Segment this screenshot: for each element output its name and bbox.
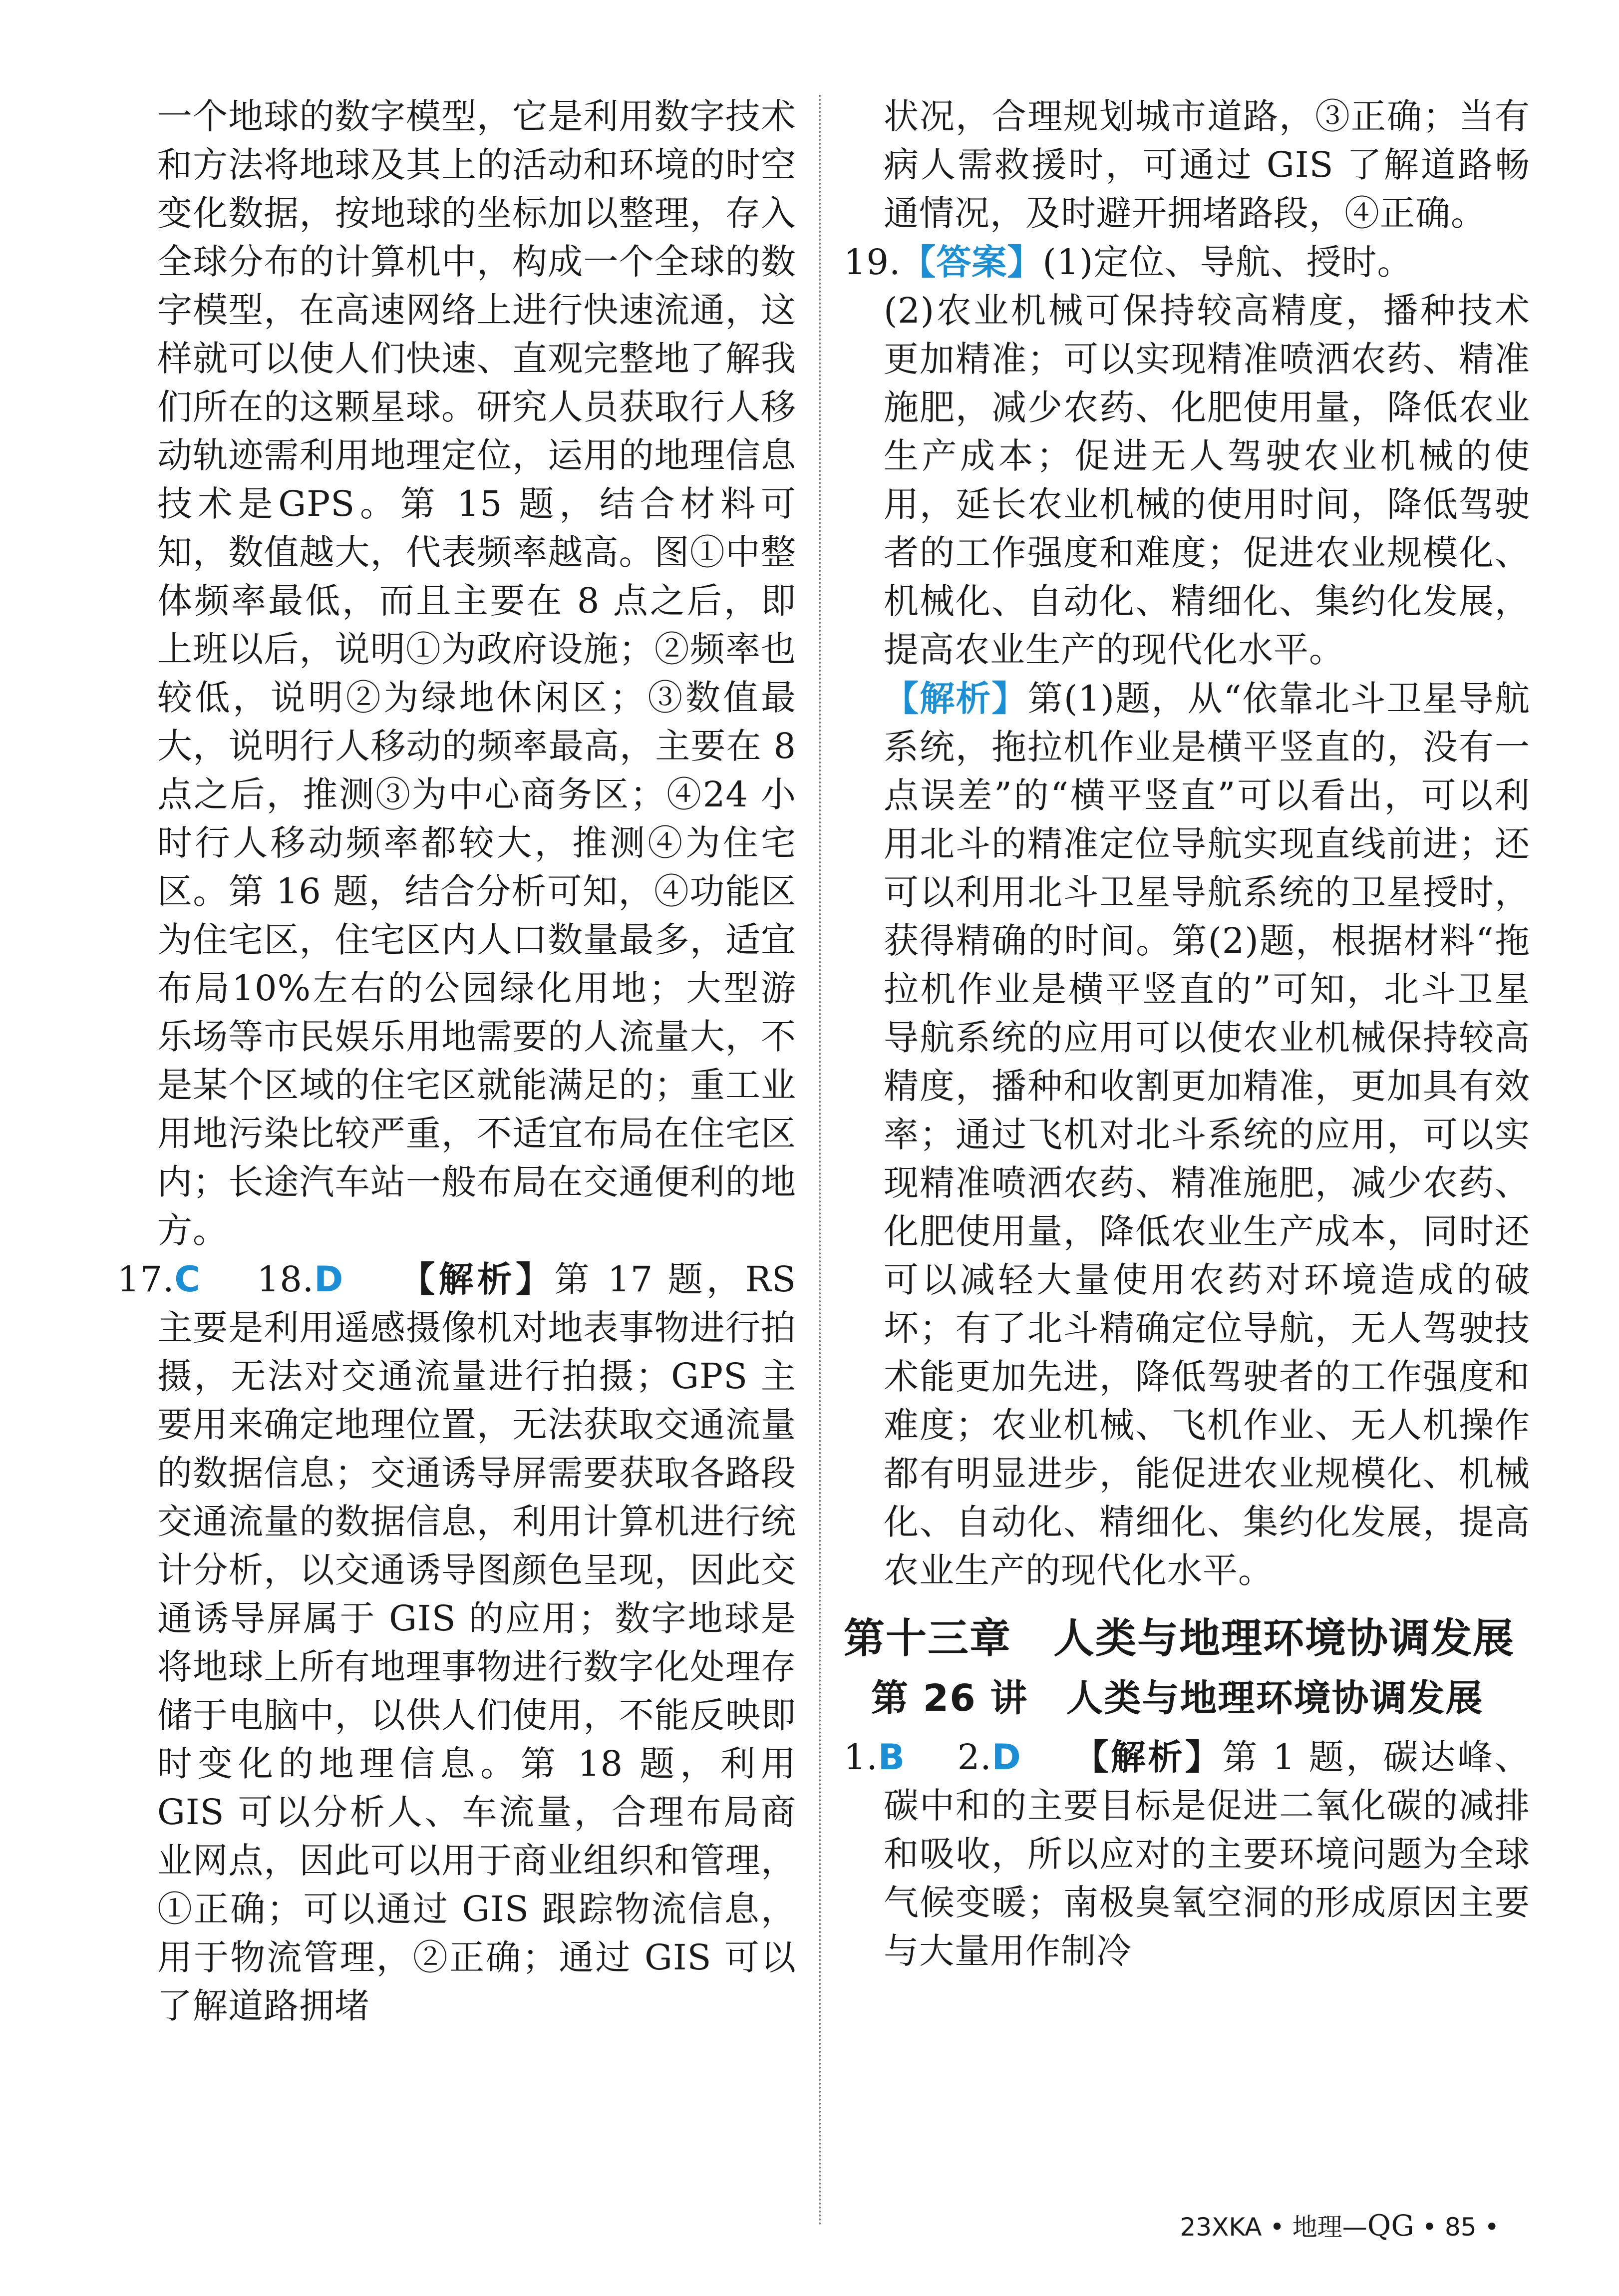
lecture-title: 第 26 讲 人类与地理环境协调发展 [871, 1677, 1484, 1720]
q2-explanation-text: 第 1 题，碳达峰、碳中和的主要目标是促进二氧化碳的减排和吸收，所以应对的主要环境问题为全球气候变暖；南极臭氧空洞的形成原因主要与大量用作制冷 [884, 1737, 1530, 1971]
chapter-title: 第十三章 人类与地理环境协调发展 [844, 1615, 1515, 1662]
footer-subject: 地理— [1292, 2213, 1367, 2242]
right-column [844, 92, 1530, 1975]
page-number: • 85 • [1422, 2213, 1499, 2242]
footer-code: 23XKA [1180, 2213, 1262, 2242]
q17-number: 17. [117, 1259, 175, 1300]
q2-answer: D [991, 1737, 1021, 1778]
answer-q1-q2 [844, 1733, 1530, 1975]
right-paragraph-text: 状况，合理规划城市道路，③正确；当有病人需救援时，可通过 GIS 了解道路畅通情况，及时避开拥堵路段，④正确。 [884, 96, 1530, 234]
page-footer [1180, 2207, 1499, 2243]
q1-answer: B [878, 1737, 906, 1778]
q18-answer: D [314, 1259, 344, 1300]
q19-answer-part1: (1)定位、导航、授时。 [1042, 242, 1413, 283]
left-column [117, 92, 796, 2030]
q1-number: 1. [844, 1737, 878, 1778]
q19-explanation [844, 674, 1530, 1595]
right-paragraph-continued [844, 92, 1530, 238]
q18-explanation-tag: 【解析】 [400, 1258, 555, 1300]
answer-q17-q18 [117, 1255, 796, 2030]
q19-answer-part2-text: (2)农业机械可保持较高精度，播种技术更加精准；可以实现精准喷洒农药、精准施肥，减少农药、化肥使用量，降低农业生产成本；促进无人驾驶农业机械的使用，延长农业机械的使用时间，降低驾驶者的工作强度和难度；促进农业规模化、机械化、自动化、精细化、集约化发展，提高农业生产的现代化水平。 [884, 290, 1530, 670]
left-paragraph-continued [117, 92, 796, 1255]
q19-explanation-tag: 【解析】 [884, 678, 1028, 719]
q17-answer: C [174, 1259, 201, 1300]
q18-explanation-text: 第 17 题，RS 主要是利用遥感摄像机对地表事物进行拍摄，无法对交通流量进行拍摄；GPS 主要用来确定地理位置，无法获取交通流量的数据信息；交通诱导屏需要获取各路段交通流量的数据信息，利用计算机进行统计分析，以交通诱导图颜色呈现，因此交通诱导屏属于 GIS 的应用；数字地球是将地球上所有地理事物进行数字化处理存储于电脑中，以供人们使用，不能反映即时变化的地理信息。第 18 题，利用 GIS 可以分析人、车流量，合理布局商业网点，因此可以用于商业组织和管理，①正确；可以通过 GIS 跟踪物流信息，用于物流管理，②正确；通过 GIS 可以了解道路拥堵 [157, 1259, 796, 2026]
left-paragraph-text: 一个地球的数字模型，它是利用数字技术和方法将地球及其上的活动和环境的时空变化数据，按地球的坐标加以整理，存入全球分布的计算机中，构成一个全球的数字模型，在高速网络上进行快速流通，这样就可以使人们快速、直观完整地了解我们所在的这颗星球。研究人员获取行人移动轨迹需利用地理定位，运用的地理信息技术是GPS。第 15 题，结合材料可知，数值越大，代表频率越高。图①中整体频率最低，而且主要在 8 点之后，即上班以后，说明①为政府设施；②频率也较低，说明②为绿地休闲区；③数值最大，说明行人移动的频率最高，主要在 8 点之后，推测③为中心商务区；④24 小时行人移动频率都较大，推测④为住宅区。第 16 题，结合分析可知，④功能区为住宅区，住宅区内人口数量最多，适宜布局10%左右的公园绿化用地；大型游乐场等市民娱乐用地需要的人流量大，不是某个区域的住宅区就能满足的；重工业用地污染比较严重，不适宜布局在住宅区内；长途汽车站一般布局在交通便利的地方。 [157, 96, 796, 1251]
column-divider [819, 95, 821, 2227]
q2-number: 2. [957, 1737, 992, 1778]
q18-number: 18. [257, 1259, 315, 1300]
q19-number: 19. [844, 242, 901, 283]
q2-explanation-tag: 【解析】 [1073, 1736, 1223, 1778]
q19-explanation-text: 第(1)题，从“依靠北斗卫星导航系统，拖拉机作业是横平竖直的，没有一点误差”的“横平竖直”可以看出，可以利用北斗的精准定位导航实现直线前进；还可以利用北斗卫星导航系统的卫星授时，获得精确的时间。第(2)题，根据材料“拖拉机作业是横平竖直的”可知，北斗卫星导航系统的应用可以使农业机械保持较高精度，播种和收割更加精准，更加具有效率；通过飞机对北斗系统的应用，可以实现精准喷洒农药、精准施肥，减少农药、化肥使用量，降低农业生产成本，同时还可以减轻大量使用农药对环境造成的破坏；有了北斗精确定位导航，无人驾驶技术能更加先进，降低驾驶者的工作强度和难度；农业机械、飞机作业、无人机操作都有明显进步，能促进农业规模化、机械化、自动化、精细化、集约化发展，提高农业生产的现代化水平。 [884, 678, 1530, 1591]
footer-dot: • [1270, 2213, 1285, 2242]
q19-answer-part2 [844, 287, 1530, 674]
q19-answer-tag: 【答案】 [901, 241, 1043, 283]
footer-edition: QG [1367, 2209, 1414, 2243]
answer-q19 [844, 238, 1530, 287]
